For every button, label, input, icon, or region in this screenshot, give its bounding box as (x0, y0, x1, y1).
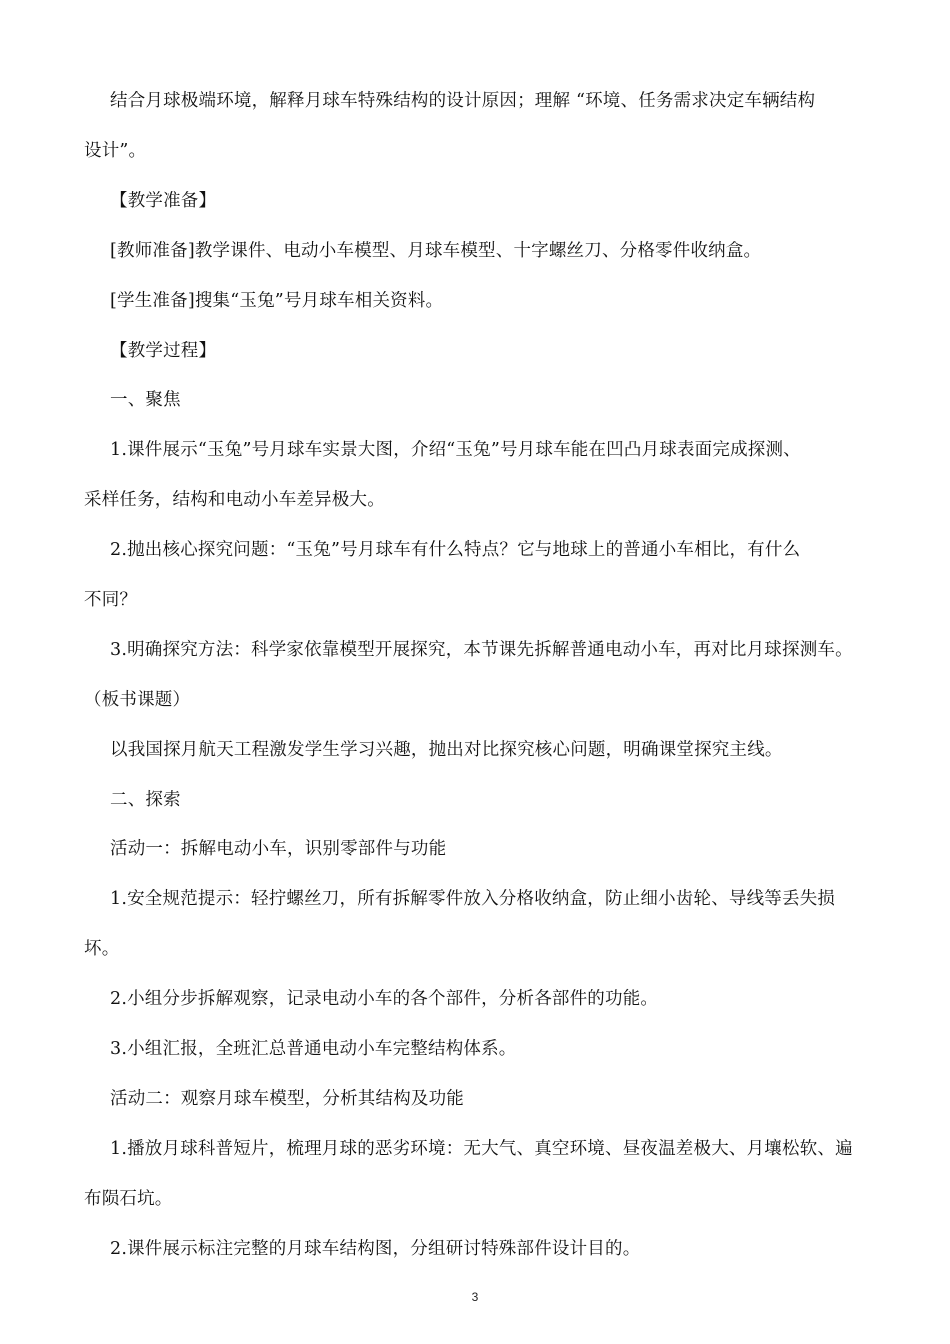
paragraph-line: 2.抛出核心探究问题：“玉兔”号月球车有什么特点？它与地球上的普通小车相比，有什么 (110, 540, 801, 560)
paragraph-line: 1.课件展示“玉兔”号月球车实景大图，介绍“玉兔”号月球车能在凹凸月球表面完成探测、 (110, 440, 801, 460)
section-heading: 【教学准备】 (110, 191, 217, 211)
paragraph-line: 结合月球极端环境，解释月球车特殊结构的设计原因；理解 “环境、任务需求决定车辆结构 (110, 91, 816, 111)
paragraph-line: 以我国探月航天工程激发学生学习兴趣，抛出对比探究核心问题，明确课堂探究主线。 (110, 740, 783, 760)
activity-heading: 活动二：观察月球车模型，分析其结构及功能 (110, 1089, 464, 1109)
paragraph-line: 3.明确探究方法：科学家依靠模型开展探究，本节课先拆解普通电动小车，再对比月球探测车。 (110, 640, 853, 660)
paragraph-line: 坏。 (84, 939, 120, 959)
paragraph-line: 2.小组分步拆解观察，记录电动小车的各个部件，分析各部件的功能。 (110, 989, 659, 1009)
subsection-heading: 二、探索 (110, 790, 181, 810)
paragraph-line: 设计”。 (84, 141, 147, 161)
paragraph-line: 不同？ (84, 590, 138, 610)
paragraph-line: 布陨石坑。 (84, 1189, 173, 1209)
paragraph-line: [教师准备]教学课件、电动小车模型、月球车模型、十字螺丝刀、分格零件收纳盒。 (110, 241, 762, 261)
paragraph-line: 1.播放月球科普短片，梳理月球的恶劣环境：无大气、真空环境、昼夜温差极大、月壤松软、遍 (110, 1139, 853, 1159)
paragraph-line: 采样任务，结构和电动小车差异极大。 (84, 490, 385, 510)
paragraph-line: [学生准备]搜集“玉兔”号月球车相关资料。 (110, 291, 444, 311)
paragraph-line: 3.小组汇报，全班汇总普通电动小车完整结构体系。 (110, 1039, 517, 1059)
paragraph-line: （板书课题） (84, 690, 191, 710)
activity-heading: 活动一：拆解电动小车，识别零部件与功能 (110, 839, 447, 859)
section-heading: 【教学过程】 (110, 341, 217, 361)
page-number: 3 (471, 1290, 479, 1304)
subsection-heading: 一、聚焦 (110, 390, 181, 410)
paragraph-line: 1.安全规范提示：轻拧螺丝刀，所有拆解零件放入分格收纳盒，防止细小齿轮、导线等丢失损 (110, 889, 836, 909)
paragraph-line: 2.课件展示标注完整的月球车结构图，分组研讨特殊部件设计目的。 (110, 1239, 641, 1259)
